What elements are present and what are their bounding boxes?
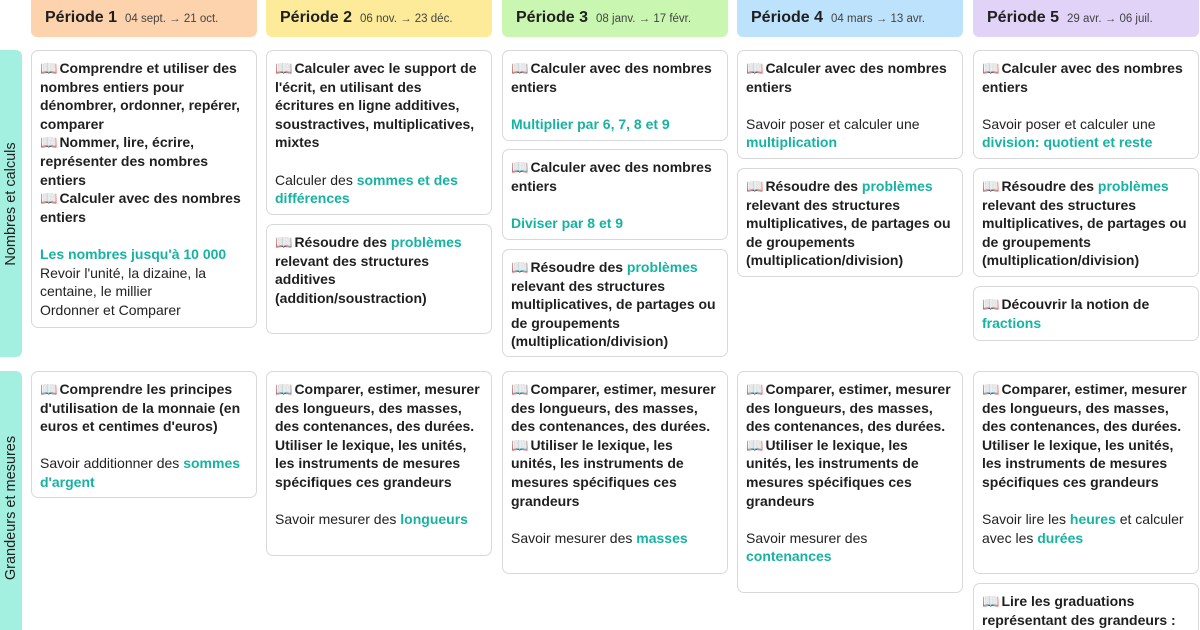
row-label-text: Nombres et calculs [3,141,19,266]
period-name: Période 1 [45,9,118,26]
period-dates: 06 nov. → 23 déc. [360,13,453,25]
period-header-3 [502,0,728,37]
period-header-2 [266,0,492,37]
book-icon: 📖 [275,234,293,250]
objective: 📖 Résoudre des problèmes relevant des structures additives (addition/soustraction) [275,234,462,306]
card-p3-grandeurs [502,371,728,574]
detail-text: Revoir l'unité, la dizaine, la centaine, le millier [40,264,207,300]
book-icon: 📖 [40,60,58,76]
card-p2-nombres-1 [266,50,492,215]
objective: 📖 Utiliser le lexique, les unités, les instruments de mesures spécifiques ces grandeurs [511,436,684,509]
objective: 📖 Lire les graduations représentant des grandeurs : [982,593,1176,628]
book-icon: 📖 [40,381,58,397]
period-name: Période 5 [987,9,1060,26]
detail-text: Savoir lire les heures et calculer avec les durées [982,511,1184,546]
period-name: Période 4 [751,9,824,26]
highlight-text: Multiplier par 6, 7, 8 et 9 [511,115,670,132]
book-icon: 📖 [40,134,58,151]
book-icon: 📖 [275,381,293,397]
objective: 📖 Découvrir la notion de fractions [982,296,1150,331]
card-p5-nombres-1 [973,50,1199,159]
card-p5-grandeurs-2 [973,583,1199,630]
objective: 📖 Comparer, estimer, mesurer des longueurs, des masses, des contenances, des durées. Utiliser le lexique, les unités, les instruments de mesures spécifiques ces grandeurs [982,381,1187,490]
book-icon: 📖 [511,159,529,175]
card-p3-nombres-1 [502,50,728,141]
period-dates: 04 sept. → 21 oct. [125,13,219,25]
detail-text: Savoir poser et calculer une division: quotient et reste [982,115,1156,151]
period-header-4 [737,0,963,37]
objective: 📖 Calculer avec le support de l'écrit, en utilisant des écritures en ligne additives, soustractives, multiplicatives, mixtes [275,60,477,151]
book-icon: 📖 [746,436,764,453]
book-icon: 📖 [511,60,529,76]
objective: 📖 Comparer, estimer, mesurer des longueurs, des masses, des contenances, des durées. [511,381,716,435]
card-p4-grandeurs [737,371,963,593]
objective: 📖 Comprendre et utiliser des nombres entiers pour dénombrer, ordonner, repérer, comparer [40,60,240,132]
book-icon: 📖 [982,178,1000,194]
period-dates: 29 avr. → 06 juil. [1067,13,1153,25]
card-p5-grandeurs-1 [973,371,1199,574]
book-icon: 📖 [746,60,764,76]
row-label-text: Grandeurs et mesures [3,435,19,581]
detail-text: Calculer des sommes et des différences [275,171,458,207]
objective: 📖 Calculer avec des nombres entiers [511,60,712,95]
detail-text: Savoir mesurer des masses [511,529,688,546]
objective: 📖 Calculer avec des nombres entiers [982,60,1183,95]
card-p1-grandeurs [31,371,257,498]
objective: 📖 Comparer, estimer, mesurer des longueurs, des masses, des contenances, des durées. [746,381,951,435]
card-p1-nombres [31,50,257,328]
highlight-text: Les nombres jusqu'à 10 000 [40,245,227,262]
card-p5-nombres-3 [973,286,1199,341]
period-dates: 08 janv. → 17 févr. [596,13,692,25]
card-p4-nombres-1 [737,50,963,159]
detail-text: Ordonner et Comparer [40,301,181,318]
objective: 📖 Résoudre des problèmes relevant des structures multiplicatives, de partages ou de groupements (multiplication/division) [511,259,716,350]
row-label-grandeurs [0,371,22,630]
book-icon: 📖 [746,381,764,397]
period-name: Période 2 [280,9,353,26]
objective: 📖 Nommer, lire, écrire, représenter des nombres entiers [40,134,209,188]
book-icon: 📖 [511,436,529,453]
card-p2-nombres-2 [266,224,492,334]
card-p3-nombres-2 [502,149,728,240]
book-icon: 📖 [275,60,293,76]
card-p3-nombres-3 [502,249,728,357]
book-icon: 📖 [982,296,1000,312]
book-icon: 📖 [982,593,1000,609]
objective: 📖 Comprendre les principes d'utilisation de la monnaie (en euros et centimes d'euros) [40,381,241,435]
period-dates: 04 mars → 13 avr. [831,13,925,25]
card-p5-nombres-2 [973,168,1199,277]
detail-text: Savoir mesurer des longueurs [275,511,468,528]
objective: 📖 Résoudre des problèmes relevant des structures multiplicatives, de partages ou de groupements (multiplication/division) [746,178,951,269]
book-icon: 📖 [982,381,1000,397]
detail-text: Savoir mesurer des contenances [746,529,868,565]
book-icon: 📖 [40,190,58,207]
detail-text: Savoir additionner des sommes d'argent [40,455,241,490]
objective: 📖 Calculer avec des nombres entiers [40,190,241,225]
period-name: Période 3 [516,9,589,26]
book-icon: 📖 [982,60,1000,76]
card-p2-grandeurs [266,371,492,556]
objective: 📖 Calculer avec des nombres entiers [511,159,712,194]
objective: 📖 Calculer avec des nombres entiers [746,60,947,95]
objective: 📖 Comparer, estimer, mesurer des longueurs, des masses, des contenances, des durées. Utiliser le lexique, les unités, les instruments de mesures spécifiques ces grandeurs [275,381,480,490]
book-icon: 📖 [746,178,764,194]
book-icon: 📖 [511,381,529,397]
period-header-5 [973,0,1199,37]
objective: 📖 Utiliser le lexique, les unités, les instruments de mesures spécifiques ces grandeurs [746,436,919,509]
objective: 📖 Résoudre des problèmes relevant des structures multiplicatives, de partages ou de groupements (multiplication/division) [982,178,1187,269]
detail-text: Savoir poser et calculer une multiplication [746,115,920,151]
row-label-nombres [0,50,22,357]
book-icon: 📖 [511,259,529,275]
highlight-text: Diviser par 8 et 9 [511,214,624,231]
period-header-1 [31,0,257,37]
card-p4-nombres-2 [737,168,963,277]
